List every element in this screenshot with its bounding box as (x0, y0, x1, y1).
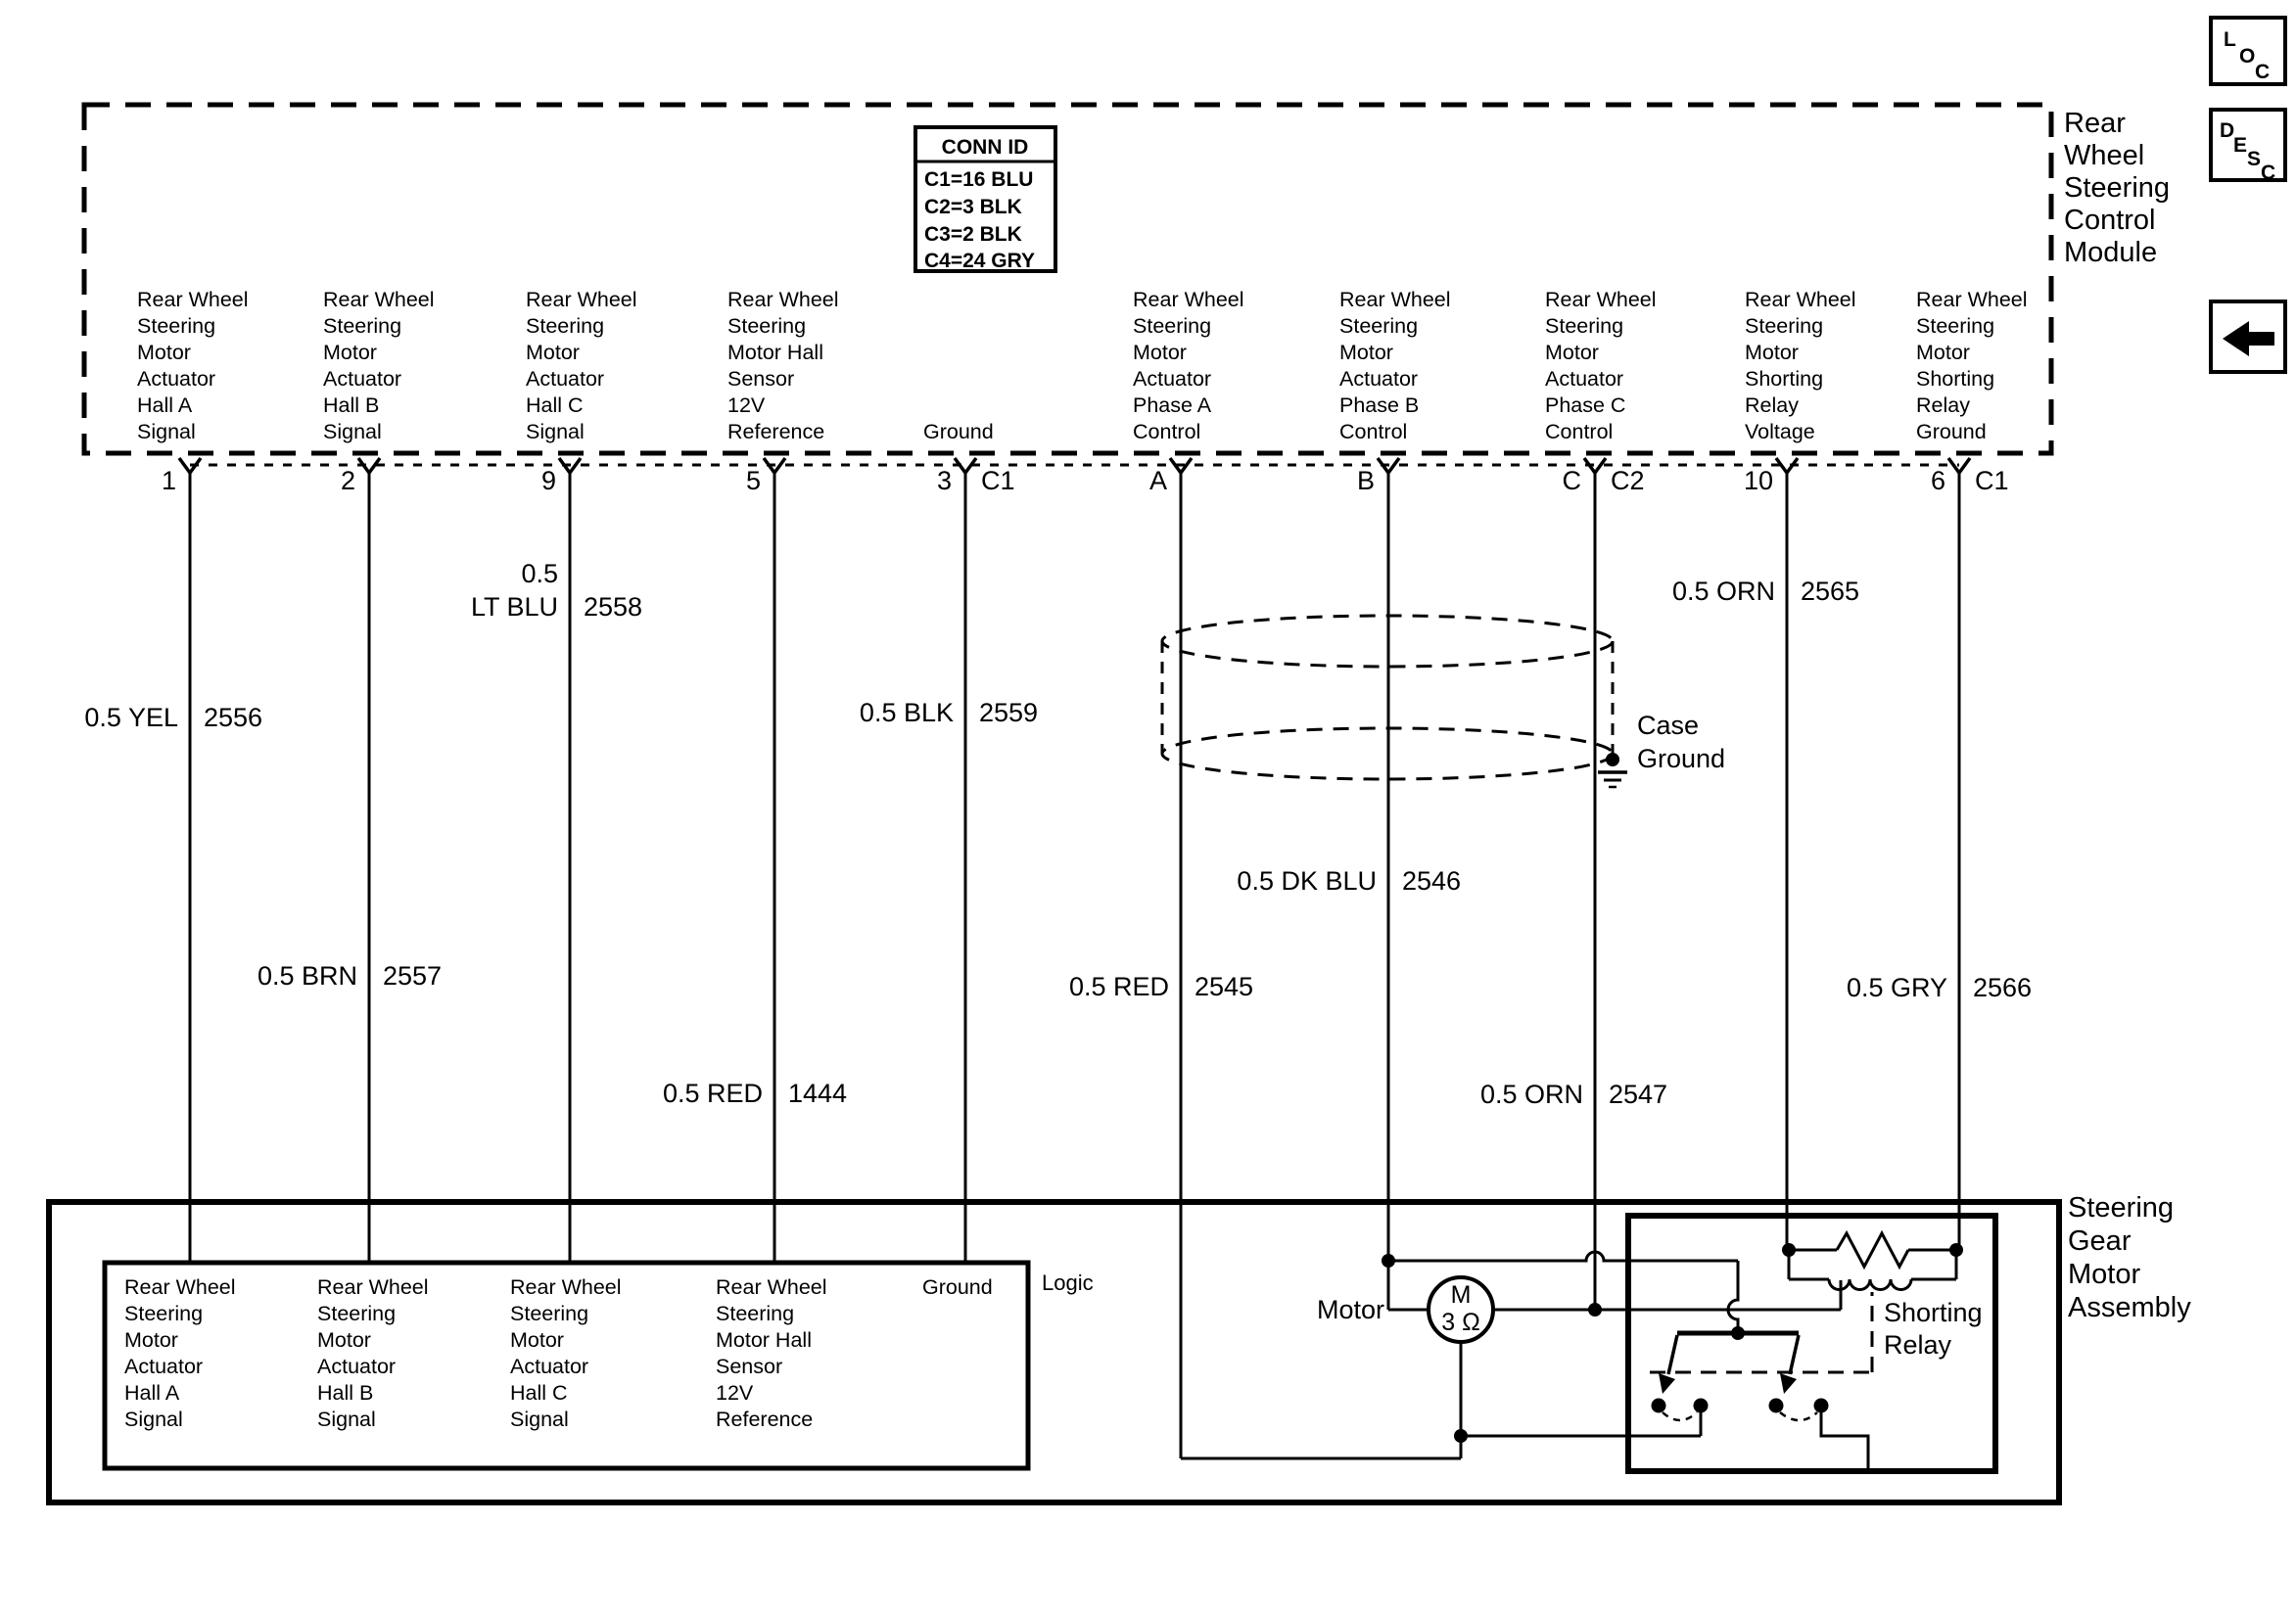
loc-letter: C (2255, 61, 2271, 83)
switch-arrow-icon (1659, 1373, 1675, 1394)
assembly-outline (49, 1202, 2059, 1502)
wire-color-label: 0.5 DK BLU (1237, 866, 1377, 896)
case-ground-dot (1606, 753, 1619, 766)
connector-id: C2 (1611, 466, 1645, 495)
assembly-label-ground: Ground (922, 1275, 993, 1299)
left-arrow-icon (2223, 321, 2274, 356)
junction-dot (1588, 1303, 1602, 1317)
loc-letter: L (2224, 28, 2236, 51)
switch-throw-arc (1780, 1412, 1817, 1420)
switch-arm (1668, 1335, 1677, 1374)
pin-number: 3 (936, 466, 952, 495)
conn-id-row: C3=2 BLK (924, 223, 1022, 246)
wire-color-label: 0.5 RED (662, 1079, 763, 1108)
wire-color-label: 0.5 LT BLU (470, 559, 558, 622)
lead-phase-b-to-relay (1388, 1252, 1738, 1261)
junction-dot (1782, 1243, 1796, 1257)
conn-id-row: C4=24 GRY (924, 250, 1036, 272)
pin-number: C (1562, 466, 1581, 495)
desc-button[interactable] (2211, 110, 2285, 184)
contact-drop (1821, 1412, 1868, 1468)
pin-label-phase-c: Rear Wheel Steering Motor Actuator Phase C Control (1545, 288, 1657, 443)
switch-contact (1769, 1399, 1784, 1413)
wire-color-label: 0.5 ORN (1479, 1080, 1583, 1109)
relay-resistor-coil (1789, 1233, 1956, 1290)
assembly-label-12v-ref: Rear Wheel Steering Motor Hall Sensor 12V Reference (716, 1275, 827, 1431)
assembly-label-hall-a: Rear Wheel Steering Motor Actuator Hall A Signal (124, 1275, 236, 1431)
pin-number: 10 (1743, 466, 1773, 495)
pin-label-hall-c: Rear Wheel Steering Motor Actuator Hall C Signal (526, 288, 637, 443)
resistor-icon (1837, 1233, 1908, 1267)
relay-switches (1650, 1292, 1872, 1468)
pin-number: 2 (340, 466, 355, 495)
assembly-title: Steering Gear Motor Assembly (2068, 1192, 2191, 1323)
circuit-number: 2547 (1609, 1080, 1668, 1109)
assembly-label-hall-c: Rear Wheel Steering Motor Actuator Hall C Signal (510, 1275, 622, 1431)
pin-label-relay-ground: Rear Wheel Steering Motor Shorting Relay Ground (1916, 288, 2028, 443)
circuit-number: 2546 (1402, 866, 1462, 896)
circuit-number: 2558 (584, 592, 643, 622)
wire-color-label: 0.5 YEL (84, 703, 178, 732)
conn-id-table (915, 127, 1055, 272)
loc-letter: O (2239, 45, 2256, 68)
wire-color-label: 0.5 BLK (859, 698, 954, 727)
wire-color-label: 0.5 GRY (1846, 973, 1947, 1002)
switch-contact (1652, 1399, 1666, 1413)
module-title: Rear Wheel Steering Control Module (2064, 108, 2171, 268)
pin-number: 5 (745, 466, 761, 495)
motor-resistance: 3 Ω (1441, 1309, 1480, 1336)
case-ground-symbol (1598, 753, 1627, 787)
pin-label-phase-b: Rear Wheel Steering Motor Actuator Phase B Control (1339, 288, 1451, 443)
switch-contact (1694, 1399, 1709, 1413)
assembly-label-hall-b: Rear Wheel Steering Motor Actuator Hall B Signal (317, 1275, 429, 1431)
wire-color-label: 0.5 ORN (1671, 577, 1775, 606)
conn-id-row: C1=16 BLU (924, 168, 1034, 191)
wire-color-label: 0.5 BRN (257, 961, 357, 991)
pin-number: 1 (161, 466, 176, 495)
desc-letter: E (2233, 134, 2248, 157)
circuit-number: 2565 (1801, 577, 1860, 606)
pin-label-12v-ref: Rear Wheel Steering Motor Hall Sensor 12V Reference (727, 288, 839, 443)
lead-relay-common-drop (1728, 1261, 1738, 1333)
pin-number: 6 (1930, 466, 1945, 495)
connector-id: C1 (1975, 466, 2009, 495)
wire-color-label: 0.5 RED (1068, 972, 1169, 1001)
switch-arrow-icon (1780, 1373, 1797, 1394)
circuit-number: 1444 (788, 1079, 848, 1108)
back-arrow-button[interactable] (2211, 301, 2285, 372)
motor-label: Motor (1316, 1295, 1384, 1324)
desc-letter: D (2220, 119, 2235, 142)
desc-letter: C (2261, 162, 2276, 184)
motor-symbol: M (1450, 1281, 1472, 1309)
logic-label: Logic (1042, 1270, 1094, 1295)
circuit-number: 2556 (204, 703, 263, 732)
pin-label-phase-a: Rear Wheel Steering Motor Actuator Phase A Control (1133, 288, 1244, 443)
junction-dot (1454, 1429, 1468, 1443)
circuit-number: 2559 (979, 698, 1039, 727)
pin-number: 9 (540, 466, 556, 495)
case-ground-label: Case Ground (1637, 711, 1726, 773)
desc-letter: S (2247, 148, 2262, 170)
shorting-relay-label: Shorting Relay (1884, 1298, 1983, 1360)
circuit-number: 2545 (1195, 972, 1254, 1001)
junction-dot (1731, 1326, 1745, 1340)
junction-dot (1382, 1254, 1395, 1268)
circuit-number: 2557 (383, 961, 443, 991)
switch-contact (1814, 1399, 1829, 1413)
pin-label-hall-a: Rear Wheel Steering Motor Actuator Hall A Signal (137, 288, 249, 443)
pin-number: B (1356, 466, 1375, 495)
pin-number: A (1148, 466, 1167, 495)
conn-id-row: C2=3 BLK (924, 196, 1022, 218)
switch-arm (1790, 1335, 1799, 1374)
junction-dot (1949, 1243, 1963, 1257)
conn-id-header: CONN ID (941, 136, 1029, 159)
circuit-number: 2566 (1973, 973, 2033, 1002)
pin-label-hall-b: Rear Wheel Steering Motor Actuator Hall B Signal (323, 288, 435, 443)
switch-throw-arc (1663, 1412, 1697, 1420)
pin-label-relay-voltage: Rear Wheel Steering Motor Shorting Relay Voltage (1745, 288, 1856, 443)
connector-id: C1 (981, 466, 1015, 495)
pin-label-ground: Ground (923, 420, 994, 443)
loc-button[interactable] (2211, 18, 2285, 84)
